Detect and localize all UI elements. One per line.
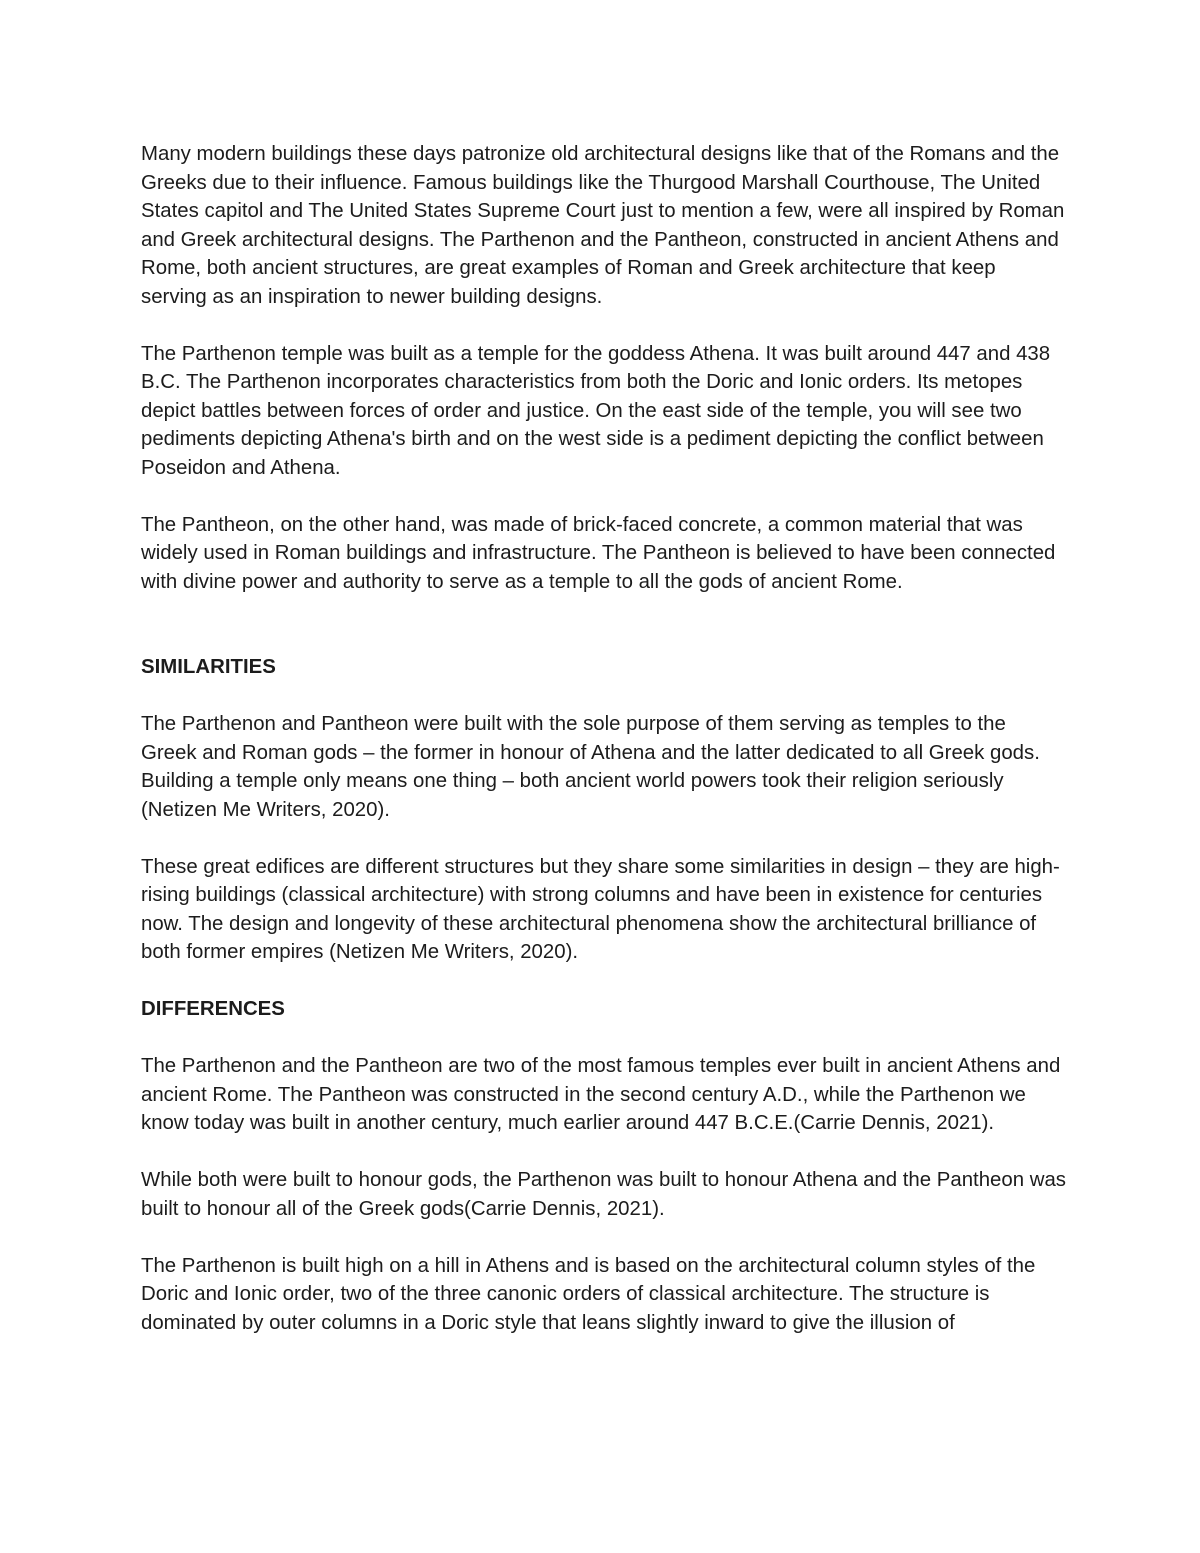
differences-paragraph-3: The Parthenon is built high on a hill in Athens and is based on the architectural column styles of the Doric and Ionic order, two of the three canonic orders of classical architecture. The structure is dominated by outer columns in a Doric style that leans slightly inward to give the illusion of: [141, 1254, 1036, 1334]
differences-heading: DIFFERENCES: [141, 998, 285, 1020]
differences-paragraph-1: The Parthenon and the Pantheon are two of the most famous temples ever built in ancient Athens and ancient Rome. The Pantheon was constructed in the second century A.D., while the Parthenon we know today was built in another century, much earlier around 447 B.C.E.(Carrie Dennis, 2021).: [141, 1055, 1061, 1134]
differences-paragraph-2: While both were built to honour gods, the Parthenon was built to honour Athena and the Pantheon was built to honour all of the Greek gods(Carrie Dennis, 2021).: [141, 1169, 1067, 1220]
similarities-paragraph-2: These great edifices are different structures but they share some similarities in design – they are high-rising buildings (classical architecture) with strong columns and have been in existence for centuries now. The design and longevity of these architectural phenomena show the architectural brilliance of both former empires (Netizen Me Writers, 2020).: [141, 855, 1060, 963]
intro-paragraph-2: The Parthenon temple was built as a temple for the goddess Athena. It was built around 447 and 438 B.C. The Parthenon incorporates characteristics from both the Doric and Ionic orders. Its metopes depict battles between forces of order and justice. On the east side of the temple, you will see two pediments depicting Athena's birth and on the west side is a pediment depicting the conflict between Poseidon and Athena.: [141, 342, 1051, 479]
intro-paragraph-3: The Pantheon, on the other hand, was made of brick-faced concrete, a common material that was widely used in Roman buildings and infrastructure. The Pantheon is believed to have been connected with divine power and authority to serve as a temple to all the gods of ancient Rome.: [141, 513, 1056, 593]
similarities-paragraph-1: The Parthenon and Pantheon were built with the sole purpose of them serving as temples to the Greek and Roman gods – the former in honour of Athena and the latter dedicated to all Greek gods. Building a temple only means one thing – both ancient world powers took their religion seriously (Netizen Me Writers, 2020).: [141, 713, 1040, 821]
document-body: [141, 140, 1066, 1366]
similarities-heading: SIMILARITIES: [141, 656, 276, 678]
intro-paragraph-1: Many modern buildings these days patronize old architectural designs like that of the Romans and the Greeks due to their influence. Famous buildings like the Thurgood Marshall Courthouse, The United States capitol and The United States Supreme Court just to mention a few, were all inspired by Roman and Greek architectural designs. The Parthenon and the Pantheon, constructed in ancient Athens and Rome, both ancient structures, are great examples of Roman and Greek architecture that keep serving as an inspiration to newer building designs.: [141, 143, 1065, 308]
section-spacer: [141, 625, 1066, 654]
